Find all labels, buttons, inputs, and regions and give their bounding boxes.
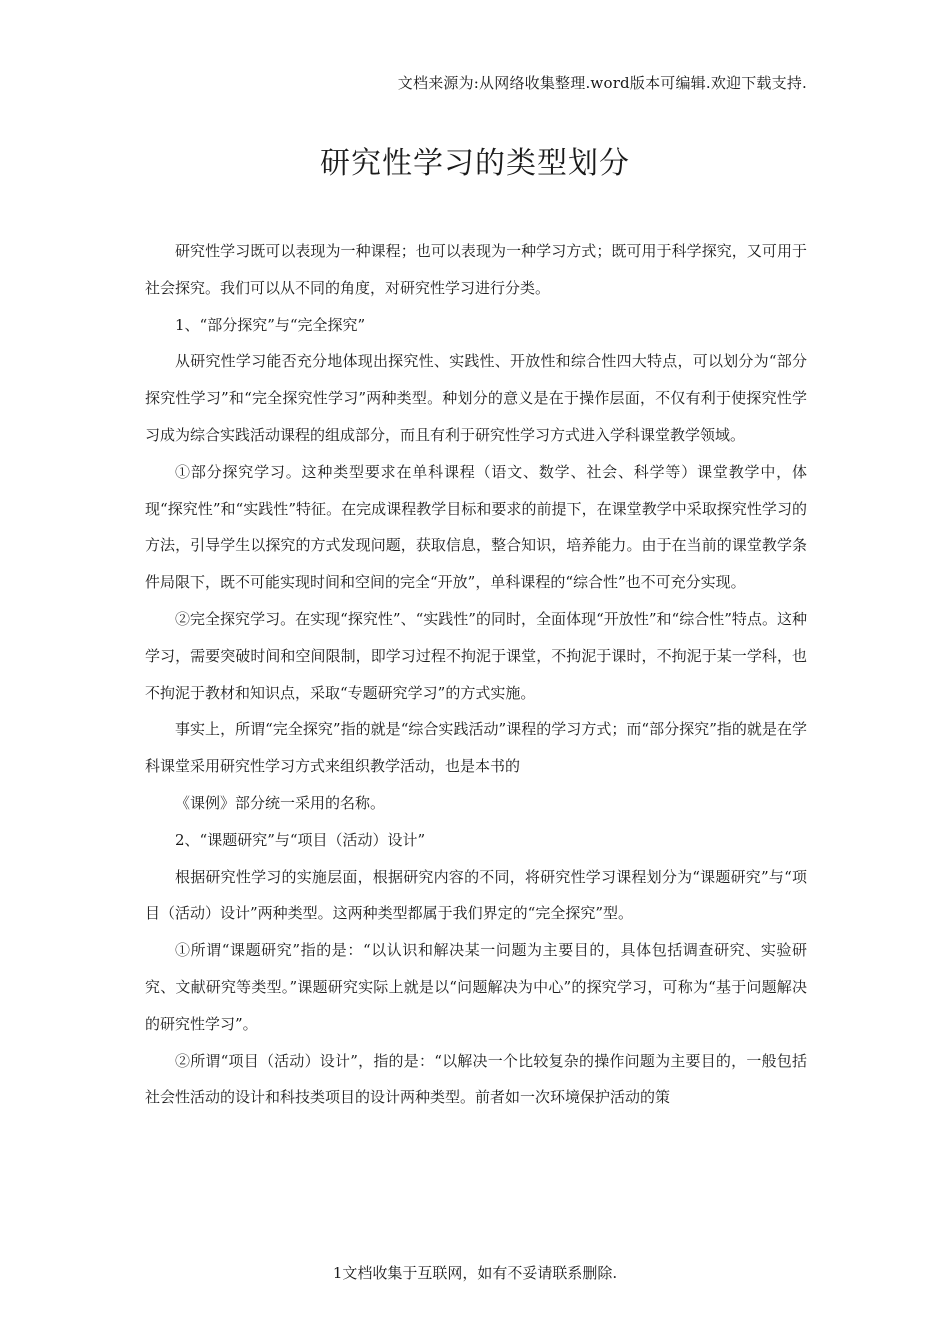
paragraph: ②所谓“项目（活动）设计”，指的是：“以解决一个比较复杂的操作问题为主要目的，一般包括社会性活动的设计和科技类项目的设计两种类型。前者如一次环境保护活动的策: [145, 1051, 807, 1107]
paragraph: ②完全探究学习。在实现“探究性”、“实践性”的同时，全面体现“开放性”和“综合性”特点。这种学习，需要突破时间和空间限制，即学习过程不拘泥于课堂，不拘泥于课时，不拘泥于某一学科，也不拘泥于教材和知识点，采取“专题研究学习”的方式实施。: [145, 609, 807, 702]
paragraph: ①部分探究学习。这种类型要求在单科课程（语文、数学、社会、科学等）课堂教学中，体现“探究性”和“实践性”特征。在完成课程教学目标和要求的前提下，在课堂教学中采取探究性学习的方法，引导学生以探究的方式发现问题，获取信息，整合知识，培养能力。由于在当前的课堂教学条件局限下，既不可能实现时间和空间的完全“开放”，单科课程的“综合性”也不可充分实现。: [145, 462, 807, 592]
document-body: [145, 233, 807, 1116]
paragraph: ①所谓“课题研究”指的是：“以认识和解决某一问题为主要目的，具体包括调查研究、实验研究、文献研究等类型。”课题研究实际上就是以“问题解决为中心”的探究学习，可称为“基于问题解决的研究性学习”。: [145, 941, 807, 1033]
paragraph: 从研究性学习能否充分地体现出探究性、实践性、开放性和综合性四大特点，可以划分为“部分探究性学习”和“完全探究性学习”两种类型。种划分的意义是在于操作层面，不仅有利于使探究性学习成为综合实践活动课程的组成部分，而且有利于研究性学习方式进入学科课堂教学领域。: [145, 352, 807, 444]
paragraph: 事实上，所谓“完全探究”指的就是“综合实践活动”课程的学习方式；而“部分探究”指的就是在学科课堂采用研究性学习方式来组织教学活动，也是本书的: [145, 720, 807, 776]
footer-note: 1文档收集于互联网，如有不妥请联系删除.: [332, 1264, 618, 1282]
paragraph-intro: 研究性学习既可以表现为一种课程；也可以表现为一种学习方式；既可用于科学探究，又可用于社会探究。我们可以从不同的角度，对研究性学习进行分类。: [145, 242, 807, 297]
paragraph: 《课例》部分统一采用的名称。: [175, 793, 386, 812]
document-title: 研究性学习的类型划分: [320, 146, 630, 181]
section-heading-1: 1、“部分探究”与“完全探究”: [175, 315, 366, 334]
paragraph: 根据研究性学习的实施层面，根据研究内容的不同，将研究性学习课程划分为“课题研究”与“项目（活动）设计”两种类型。这两种类型都属于我们界定的“完全探究”型。: [145, 867, 807, 923]
header-source-note: 文档来源为:从网络收集整理.word版本可编辑.欢迎下载支持.: [397, 74, 807, 92]
section-heading-2: 2、“课题研究”与“项目（活动）设计”: [175, 830, 426, 849]
